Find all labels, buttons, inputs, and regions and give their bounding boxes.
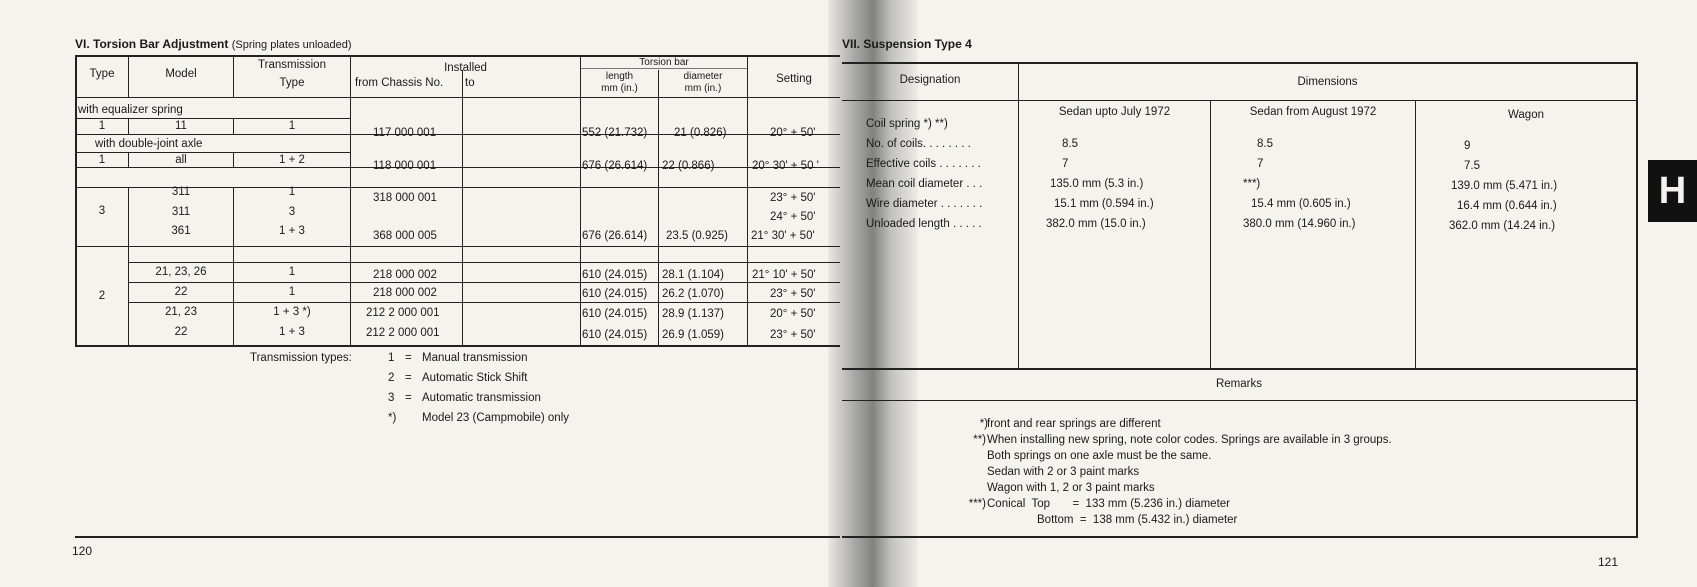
header-transmission: Transmission — [258, 59, 326, 71]
header-setting: Setting — [776, 73, 812, 85]
sedan-early-value: 382.0 mm (15.0 in.) — [1046, 218, 1146, 230]
header-wagon: Wagon — [1507, 109, 1544, 121]
cell-setting: 23° + 50' — [770, 329, 816, 341]
cell-model: 311 — [171, 206, 191, 218]
header-torsion-bar: Torsion bar — [639, 57, 689, 68]
page-number-right: 121 — [1598, 555, 1619, 569]
cell-setting: 20° + 50' — [770, 308, 816, 320]
cell-transmission: 1 + 3 — [279, 326, 305, 338]
designation-effective-coils: Effective coils . . . . . . . — [866, 158, 981, 170]
legend-key: 1 — [388, 352, 395, 364]
header-to: to — [465, 77, 475, 89]
sedan-late-value: 8.5 — [1257, 138, 1273, 150]
legend-key: 3 — [388, 392, 395, 404]
designation-no-of-coils: No. of coils. . . . . . . . — [866, 138, 971, 150]
section-title-suspension: VII. Suspension Type 4 — [842, 37, 972, 51]
cell-chassis: 318 000 001 — [373, 192, 437, 204]
remark-text: Bottom = 138 mm (5.432 in.) diameter — [1037, 514, 1238, 526]
sedan-late-value: ***) — [1243, 178, 1261, 190]
section-tab-h: H — [1648, 160, 1697, 222]
sedan-early-value: 135.0 mm (5.3 in.) — [1050, 178, 1144, 190]
header-diameter: diameter — [683, 71, 723, 82]
cell-type: 1 — [98, 154, 106, 166]
sedan-late-value: 380.0 mm (14.960 in.) — [1243, 218, 1356, 230]
header-length-unit: mm (in.) — [601, 83, 638, 94]
remark-text: Sedan with 2 or 3 paint marks — [987, 466, 1140, 478]
cell-type: 1 — [98, 120, 106, 132]
legend-sep: = — [405, 372, 412, 384]
remark-text: front and rear springs are different — [987, 418, 1161, 430]
header-dimensions: Dimensions — [1297, 76, 1358, 88]
header-sedan-early: Sedan upto July 1972 — [1058, 106, 1171, 118]
header-type: Type — [89, 68, 115, 80]
remark-text: Both springs on one axle must be the same. — [987, 450, 1212, 462]
wagon-value: 16.4 mm (0.644 in.) — [1457, 200, 1557, 212]
cell-model: 311 — [171, 186, 191, 198]
cell-transmission: 1 — [288, 286, 296, 298]
cell-diameter: 22 (0.866) — [662, 160, 715, 172]
cell-setting: 20° 30' + 50 ' — [752, 160, 819, 172]
legend-label: Transmission types: — [250, 352, 352, 364]
cell-diameter: 28.9 (1.137) — [662, 308, 725, 320]
section-subtitle: (Spring plates unloaded) — [231, 39, 352, 51]
sedan-early-value: 7 — [1062, 158, 1069, 170]
cell-chassis: 212 2 000 001 — [366, 327, 440, 339]
designation-wire-diameter: Wire diameter . . . . . . . — [866, 198, 983, 210]
header-diameter-unit: mm (in.) — [684, 83, 722, 94]
cell-model: 22 — [174, 286, 188, 298]
cell-model: 361 — [171, 225, 191, 237]
remark-mark: **) — [973, 434, 986, 446]
group-double-joint-axle: with double-joint axle — [95, 138, 203, 150]
remark-text: Wagon with 1, 2 or 3 paint marks — [987, 482, 1155, 494]
cell-length: 610 (24.015) — [582, 269, 648, 281]
designation-unloaded-length: Unloaded length . . . . . — [866, 218, 982, 230]
cell-diameter: 23.5 (0.925) — [666, 230, 729, 242]
cell-chassis: 117 000 001 — [373, 127, 437, 139]
legend-text: Automatic transmission — [422, 392, 541, 404]
cell-model: all — [175, 154, 187, 166]
cell-model: 11 — [175, 120, 187, 132]
cell-model: 21, 23 — [165, 306, 197, 318]
cell-type: 3 — [98, 205, 106, 217]
remark-text: When installing new spring, note color codes. Springs are available in 3 groups. — [987, 434, 1392, 446]
cell-setting: 23° + 50' — [770, 192, 816, 204]
wagon-value: 139.0 mm (5.471 in.) — [1451, 180, 1558, 192]
legend-text: Model 23 (Campmobile) only — [422, 412, 570, 424]
cell-diameter: 26.2 (1.070) — [662, 288, 725, 300]
cell-chassis: 212 2 000 001 — [366, 307, 440, 319]
cell-setting: 21° 30' + 50' — [751, 230, 815, 242]
remark-text: Conical Top = 133 mm (5.236 in.) diameter — [987, 498, 1230, 510]
cell-transmission: 3 — [288, 206, 296, 218]
header-from-chassis: from Chassis No. — [355, 77, 444, 89]
header-transmission-type: Type — [279, 77, 305, 89]
page-number-left: 120 — [72, 544, 93, 558]
cell-setting: 24° + 50' — [770, 211, 816, 223]
legend-key: *) — [388, 412, 397, 424]
cell-diameter: 21 (0.826) — [674, 127, 727, 139]
designation-coil-spring: Coil spring *) **) — [866, 118, 948, 130]
cell-length: 610 (24.015) — [582, 329, 648, 341]
cell-length: 610 (24.015) — [582, 308, 648, 320]
cell-length: 676 (26.614) — [582, 160, 648, 172]
cell-chassis: 218 000 002 — [373, 287, 437, 299]
book-gutter — [828, 0, 918, 587]
remark-mark: ***) — [968, 498, 986, 510]
cell-chassis: 118 000 001 — [373, 160, 437, 172]
cell-setting: 21° 10' + 50' — [752, 269, 816, 281]
cell-length: 676 (26.614) — [582, 230, 648, 242]
cell-transmission: 1 — [288, 120, 296, 132]
cell-diameter: 28.1 (1.104) — [662, 269, 725, 281]
sedan-early-value: 15.1 mm (0.594 in.) — [1054, 198, 1154, 210]
header-designation: Designation — [899, 74, 961, 86]
cell-chassis: 218 000 002 — [373, 269, 437, 281]
designation-mean-coil-diameter: Mean coil diameter . . . — [866, 178, 983, 190]
group-equalizer-spring: with equalizer spring — [78, 104, 183, 116]
cell-chassis: 368 000 005 — [373, 230, 437, 242]
remarks-heading: Remarks — [1215, 378, 1262, 390]
sedan-late-value: 15.4 mm (0.605 in.) — [1251, 198, 1351, 210]
wagon-value: 9 — [1464, 140, 1471, 152]
wagon-value: 362.0 mm (14.24 in.) — [1449, 220, 1556, 232]
cell-transmission: 1 — [288, 266, 296, 278]
cell-length: 552 (21.732) — [582, 127, 648, 139]
sedan-late-value: 7 — [1257, 158, 1264, 170]
header-length: length — [605, 71, 634, 82]
legend-text: Automatic Stick Shift — [422, 372, 528, 384]
legend-sep: = — [405, 352, 412, 364]
header-model: Model — [165, 68, 197, 80]
header-sedan-late: Sedan from August 1972 — [1249, 106, 1377, 118]
cell-transmission: 1 + 2 — [279, 154, 305, 166]
cell-transmission: 1 — [288, 186, 296, 198]
cell-type: 2 — [98, 290, 106, 302]
cell-diameter: 26.9 (1.059) — [662, 329, 725, 341]
legend-key: 2 — [388, 372, 395, 384]
cell-length: 610 (24.015) — [582, 288, 648, 300]
wagon-value: 7.5 — [1464, 160, 1480, 172]
section-title-torsion-bar: VI. Torsion Bar Adjustment (Spring plates unloaded) — [75, 37, 352, 51]
cell-setting: 23° + 50' — [770, 288, 816, 300]
cell-model: 21, 23, 26 — [155, 266, 207, 278]
remark-mark: *) — [979, 418, 988, 430]
cell-transmission: 1 + 3 — [279, 225, 305, 237]
sedan-early-value: 8.5 — [1062, 138, 1078, 150]
legend-sep: = — [405, 392, 412, 404]
cell-transmission: 1 + 3 *) — [273, 306, 311, 318]
cell-model: 22 — [174, 326, 188, 338]
cell-setting: 20° + 50' — [770, 127, 816, 139]
header-installed: Installed — [444, 62, 487, 74]
legend-text: Manual transmission — [422, 352, 528, 364]
